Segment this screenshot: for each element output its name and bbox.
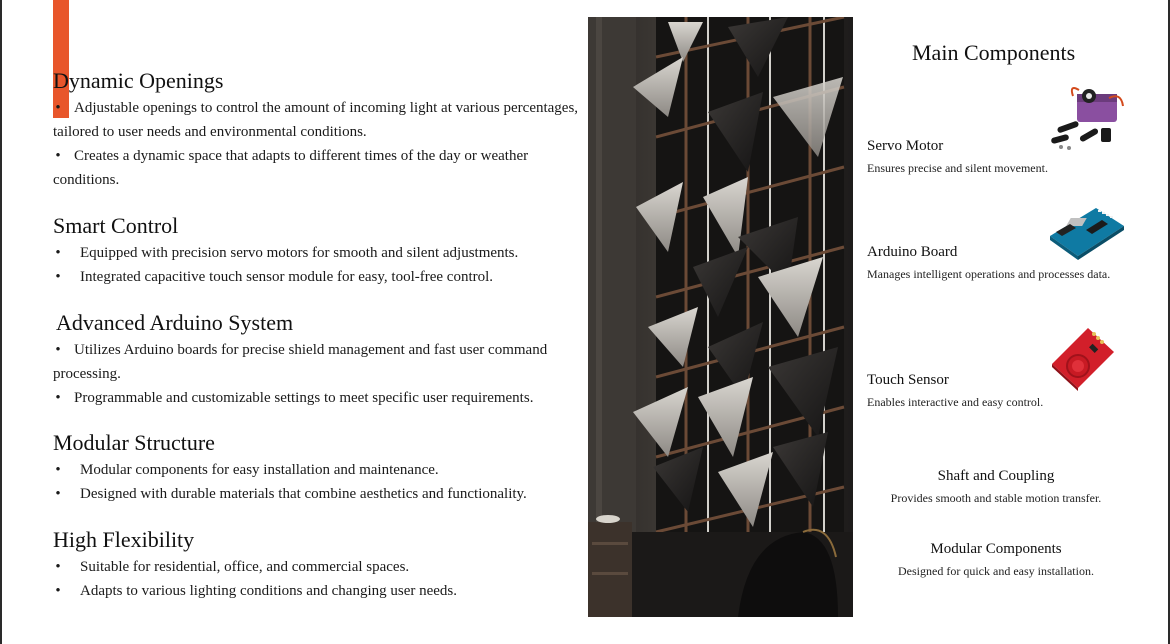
list-item: • Equipped with precision servo motors for smooth and silent adjustments. <box>55 245 519 261</box>
section-high-flexibility <box>53 528 588 603</box>
arduino-board-image <box>1046 202 1126 262</box>
section-dynamic-openings <box>53 69 588 192</box>
components-title: Main Components <box>912 40 1076 65</box>
component-name: Touch Sensor <box>867 372 949 388</box>
section-arduino-system <box>53 311 588 410</box>
component-desc: Ensures precise and silent movement. <box>867 161 1048 175</box>
facade-photo <box>588 17 853 617</box>
component-modular-components <box>846 541 1146 579</box>
component-shaft-coupling <box>846 468 1146 506</box>
touch-sensor-image <box>1048 322 1118 392</box>
component-touch-sensor <box>867 372 1043 410</box>
list-item: • Utilizes Arduino boards for precise shield management and fast user command processing. <box>53 342 548 382</box>
list-item: • Creates a dynamic space that adapts to different times of the day or weather conditions. <box>53 148 529 188</box>
section-title: High Flexibility <box>53 527 195 552</box>
section-title: Modular Structure <box>53 430 215 455</box>
components-column <box>856 0 1156 644</box>
list-item: • Modular components for easy installation and maintenance. <box>55 462 439 478</box>
component-servo-motor <box>867 138 1048 176</box>
component-name: Modular Components <box>930 541 1062 557</box>
component-name: Arduino Board <box>867 244 958 260</box>
section-title: Advanced Arduino System <box>56 310 294 335</box>
component-desc: Manages intelligent operations and processes data. <box>867 267 1111 281</box>
section-modular-structure <box>53 431 588 506</box>
list-item: • Integrated capacitive touch sensor module for easy, tool-free control. <box>55 269 494 285</box>
list-item: • Adjustable openings to control the amount of incoming light at various percentages, tailored to user needs and environmental conditions. <box>53 100 579 140</box>
list-item: • Adapts to various lighting conditions and changing user needs. <box>55 583 458 599</box>
list-item: • Suitable for residential, office, and commercial spaces. <box>55 559 410 575</box>
component-name: Shaft and Coupling <box>937 468 1055 484</box>
section-title: Dynamic Openings <box>53 68 224 93</box>
servo-motor-image <box>1049 84 1129 154</box>
component-name: Servo Motor <box>867 138 944 154</box>
section-title: Smart Control <box>53 213 179 238</box>
section-smart-control <box>53 214 588 289</box>
list-item: • Programmable and customizable settings to meet specific user requirements. <box>55 390 534 406</box>
component-desc: Designed for quick and easy installation. <box>898 564 1094 578</box>
component-desc: Provides smooth and stable motion transfer. <box>890 491 1102 505</box>
component-desc: Enables interactive and easy control. <box>867 395 1044 409</box>
list-item: • Designed with durable materials that combine aesthetics and functionality. <box>55 486 527 502</box>
